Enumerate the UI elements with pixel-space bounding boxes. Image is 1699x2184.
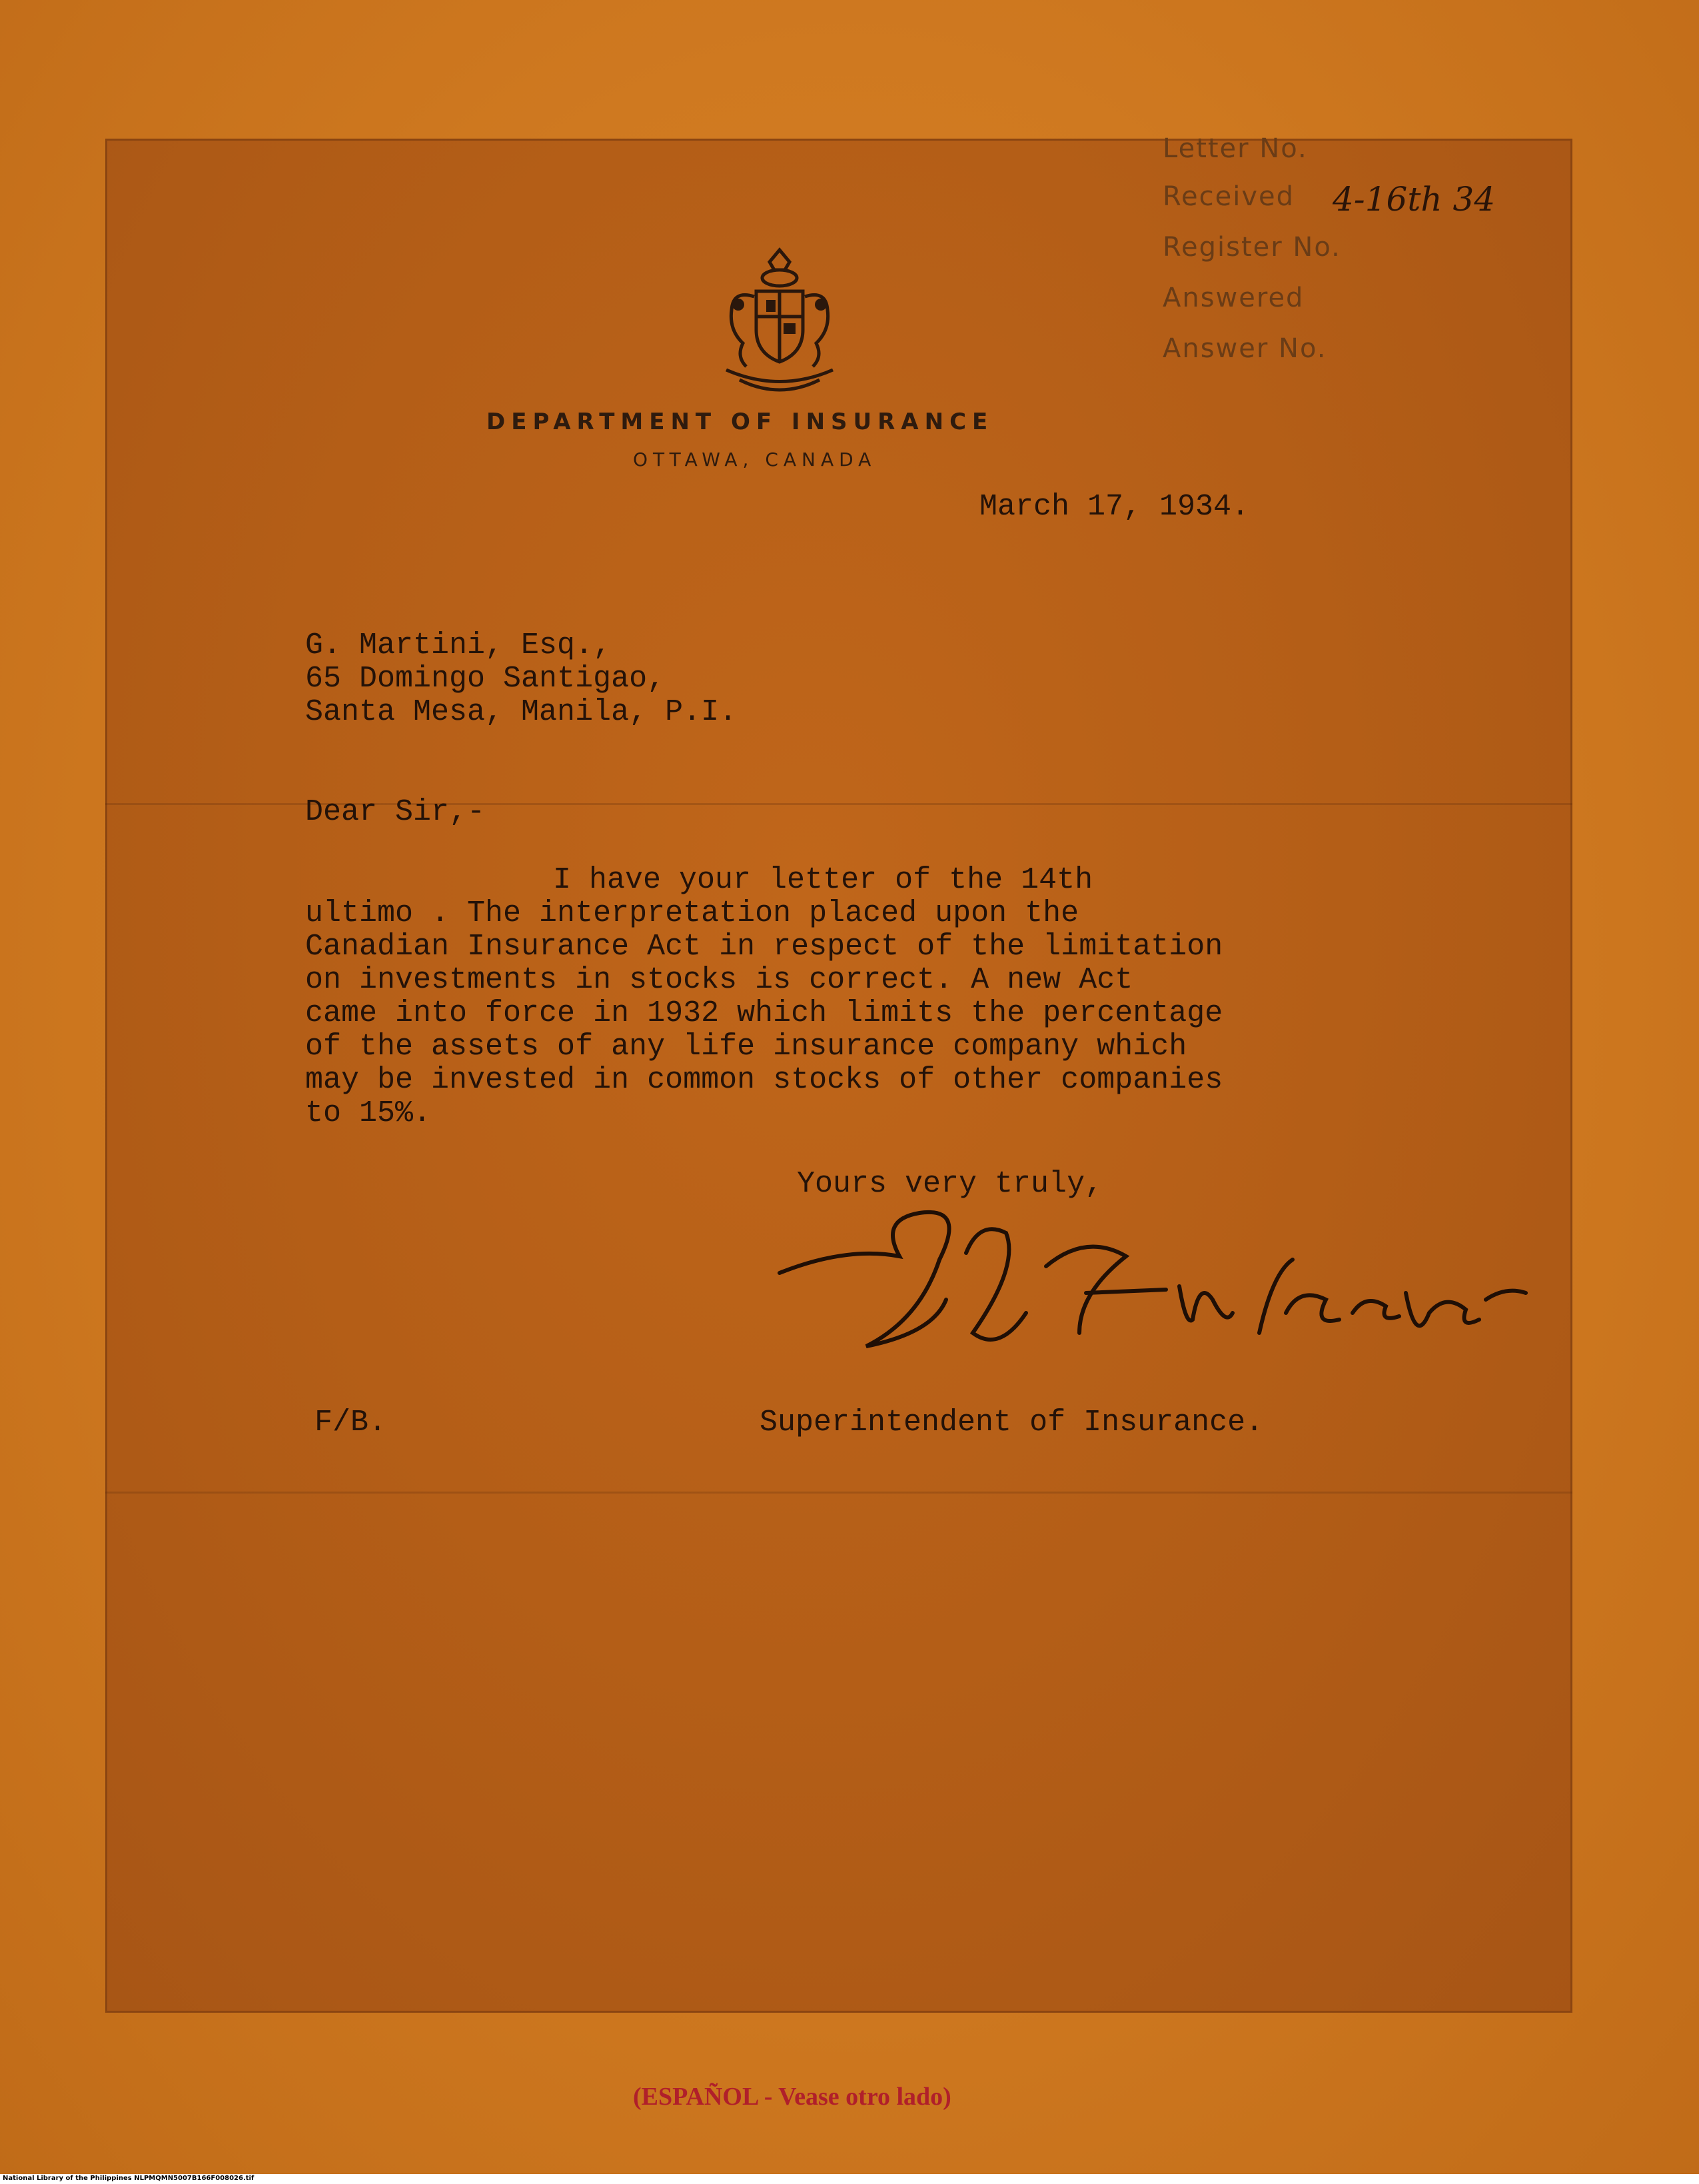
letter-date: March 17, 1934. — [979, 490, 1250, 524]
coat-of-arms-icon — [706, 243, 853, 397]
body-line: ultimo . The interpretation placed upon the — [305, 896, 1079, 930]
department-city: OTTAWA, CANADA — [633, 449, 877, 471]
recipient-line-2: 65 Domingo Santigao, — [305, 662, 666, 696]
typist-initials: F/B. — [314, 1406, 387, 1440]
footer-note: (ESPAÑOL - Vease otro lado) — [633, 2083, 951, 2111]
body-line: may be invested in common stocks of other companies — [305, 1063, 1223, 1097]
body-line: to 15%. — [305, 1096, 432, 1130]
department-name: DEPARTMENT OF INSURANCE — [486, 409, 994, 435]
register-no-label: Register No. — [1163, 232, 1341, 263]
fold-line — [105, 1492, 1572, 1494]
closing: Yours very truly, — [797, 1167, 1103, 1201]
body-line: on investments in stocks is correct. A new Act — [305, 963, 1133, 997]
answered-label: Answered — [1163, 283, 1305, 313]
letter-no-label: Letter No. — [1163, 133, 1308, 164]
body-line: I have your letter of the 14th — [553, 863, 1093, 897]
salutation: Dear Sir,- — [305, 795, 486, 829]
recipient-line-1: G. Martini, Esq., — [305, 628, 612, 662]
signature — [766, 1180, 1532, 1400]
scan-label-strip — [0, 2174, 1699, 2184]
signatory-title: Superintendent of Insurance. — [760, 1406, 1264, 1440]
body-line: came into force in 1932 which limits the percentage — [305, 996, 1223, 1030]
body-line: of the assets of any life insurance company which — [305, 1030, 1187, 1064]
recipient-line-3: Santa Mesa, Manila, P.I. — [305, 695, 738, 729]
scan-label: National Library of the Philippines NLPMQMN5007B166F008026.tif — [3, 2175, 255, 2182]
body-line: Canadian Insurance Act in respect of the limitation — [305, 930, 1223, 964]
answer-no-label: Answer No. — [1163, 333, 1327, 364]
received-date: 4-16th 34 — [1333, 180, 1496, 219]
received-label: Received — [1163, 181, 1295, 212]
